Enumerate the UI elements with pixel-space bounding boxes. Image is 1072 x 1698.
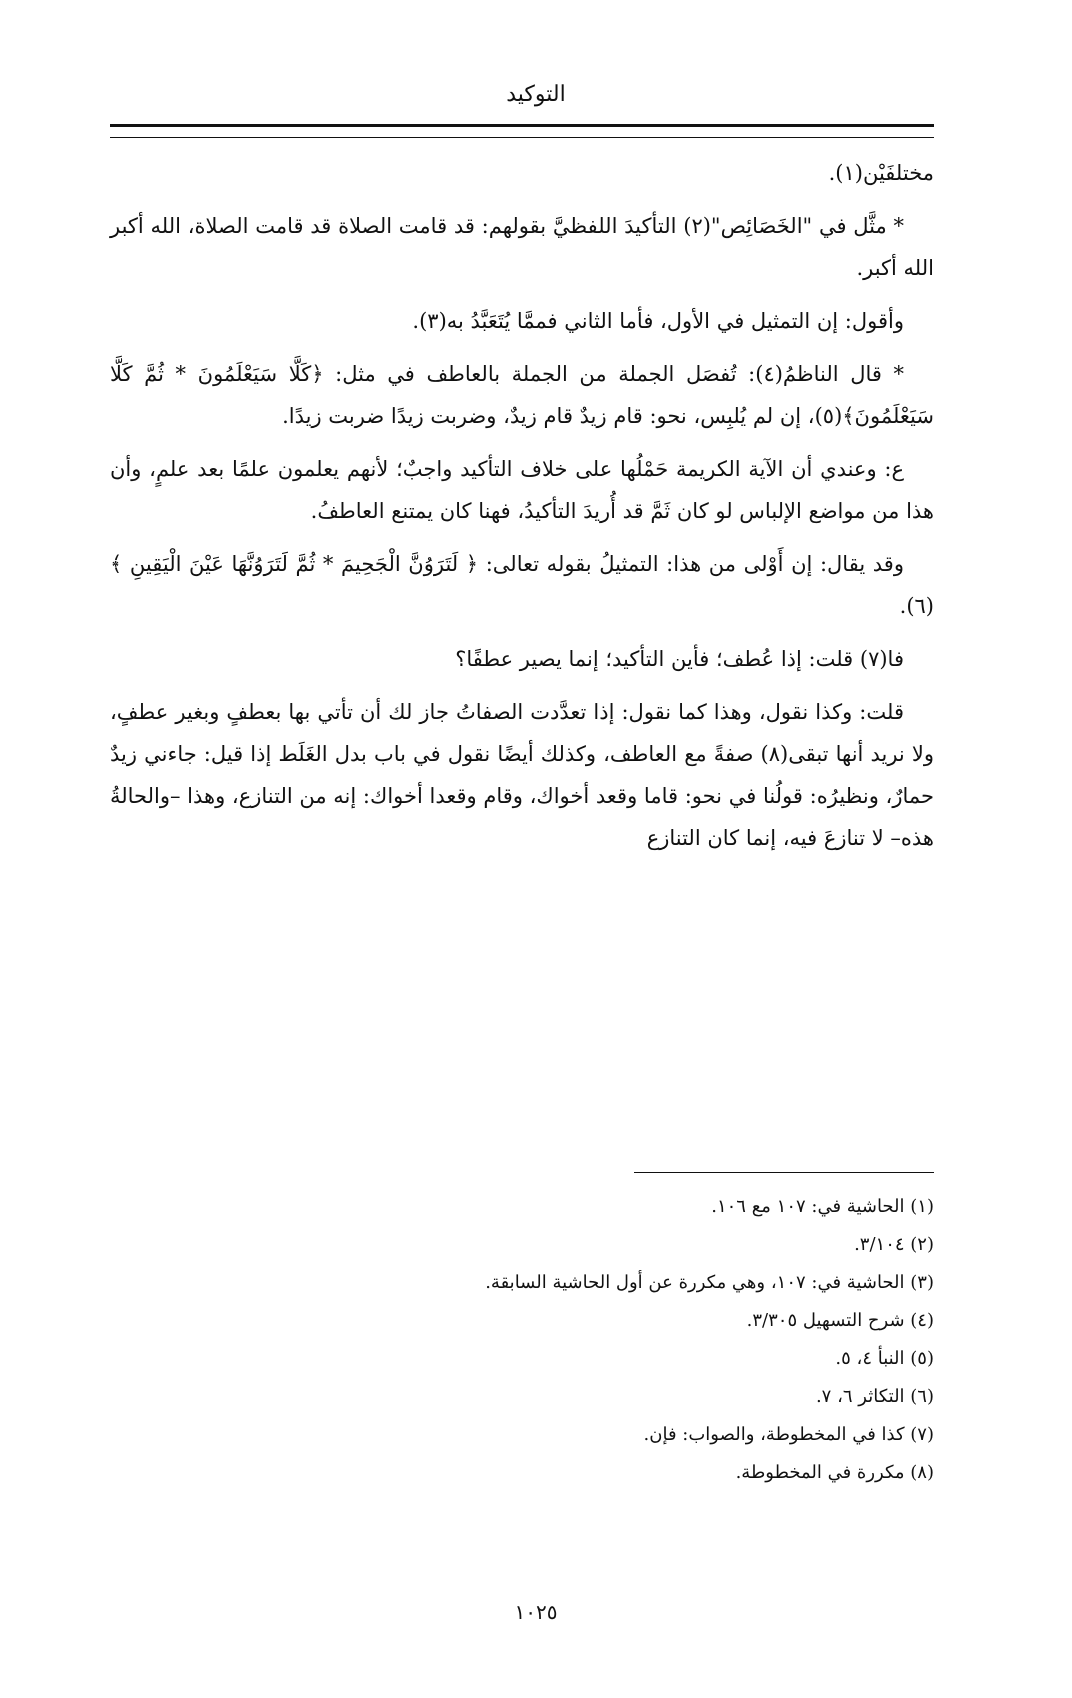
page-number: ١٠٢٥ xyxy=(514,1600,558,1624)
footnote-5: (٥) النبأ ٤، ٥. xyxy=(835,1348,934,1369)
header-rule-thin xyxy=(110,137,934,138)
footnote-6: (٦) التكاثر ٦، ٧. xyxy=(815,1386,934,1407)
footnote-8: (٨) مكررة في المخطوطة. xyxy=(735,1462,934,1483)
paragraph-3: وأقول: إن التمثيل في الأول، فأما الثاني فممَّا يُتَعَبَّدُ به(٣). xyxy=(412,309,904,333)
paragraph-8: قلت: وكذا نقول، وهذا كما نقول: إذا تعدَّدت الصفاتُ جاز لك أن تأتي بها بعطفٍ وبغير عطفٍ، ولا نريد أنها تبقى(٨) صفةً مع العاطف، وكذلك أيضًا نقول في باب بدل الغَلَط إذا قيل: جاءني زيدٌ حمارٌ، ونظيرُه: قولُنا في نحو: قاما وقعد أخواك، وقام وقعدا أخواك: إنه من التنازع، وهذا –والحالةُ هذه– لا تنازعَ فيه، إنما كان التنازع xyxy=(110,700,934,850)
footnote-7: (٧) كذا في المخطوطة، والصواب: فإن. xyxy=(643,1424,934,1445)
paragraph-5: ع: وعندي أن الآية الكريمة حَمْلُها على خلاف التأكيد واجبٌ؛ لأنهم يعلمون علمًا بعد علمٍ، وأن هذا من مواضع الإلباس لو كان ثَمَّ قد أُريدَ التأكيدُ، فهنا كان يمتنع العاطفُ. xyxy=(110,457,934,523)
footnote-2: (٢) ٣/١٠٤. xyxy=(854,1234,934,1255)
paragraph-1: مختلفَيْن(١). xyxy=(828,161,934,185)
running-header-title: التوكيد xyxy=(506,82,566,107)
footnote-3: (٣) الحاشية في: ١٠٧، وهي مكررة عن أول الحاشية السابقة. xyxy=(485,1272,934,1293)
paragraph-7: فا(٧) قلت: إذا عُطف؛ فأين التأكيد؛ إنما يصير عطفًا؟ xyxy=(455,647,904,671)
main-text xyxy=(110,152,934,870)
header-rule-thick xyxy=(110,124,934,127)
footnote-4: (٤) شرح التسهيل ٣/٣٠٥. xyxy=(746,1310,934,1331)
footnotes xyxy=(110,1188,934,1492)
paragraph-6: وقد يقال: إن أَوْلى من هذا: التمثيلُ بقوله تعالى: ﴿ لَتَرَوُنَّ الْجَحِيمَ * ثُمَّ لَتَرَوُنَّهَا عَيْنَ الْيَقِينِ ﴾(٦). xyxy=(110,552,934,618)
footnote-separator xyxy=(634,1172,934,1173)
paragraph-4: * قال الناظمُ(٤): تُفصَل الجملة من الجملة بالعاطف في مثل: ﴿كَلَّا سَيَعْلَمُونَ * ثُمَّ كَلَّا سَيَعْلَمُونَ﴾(٥)، إن لم يُلبِس، نحو: قام زيدٌ قام زيدٌ، وضربت زيدًا ضربت زيدًا. xyxy=(110,362,934,428)
footnote-1: (١) الحاشية في: ١٠٧ مع ١٠٦. xyxy=(711,1196,934,1217)
paragraph-2: * مثَّل في "الخَصَائِص"(٢) التأكيدَ اللفظيَّ بقولهم: قد قامت الصلاة قد قامت الصلاة، الله أكبر الله أكبر. xyxy=(110,214,934,280)
